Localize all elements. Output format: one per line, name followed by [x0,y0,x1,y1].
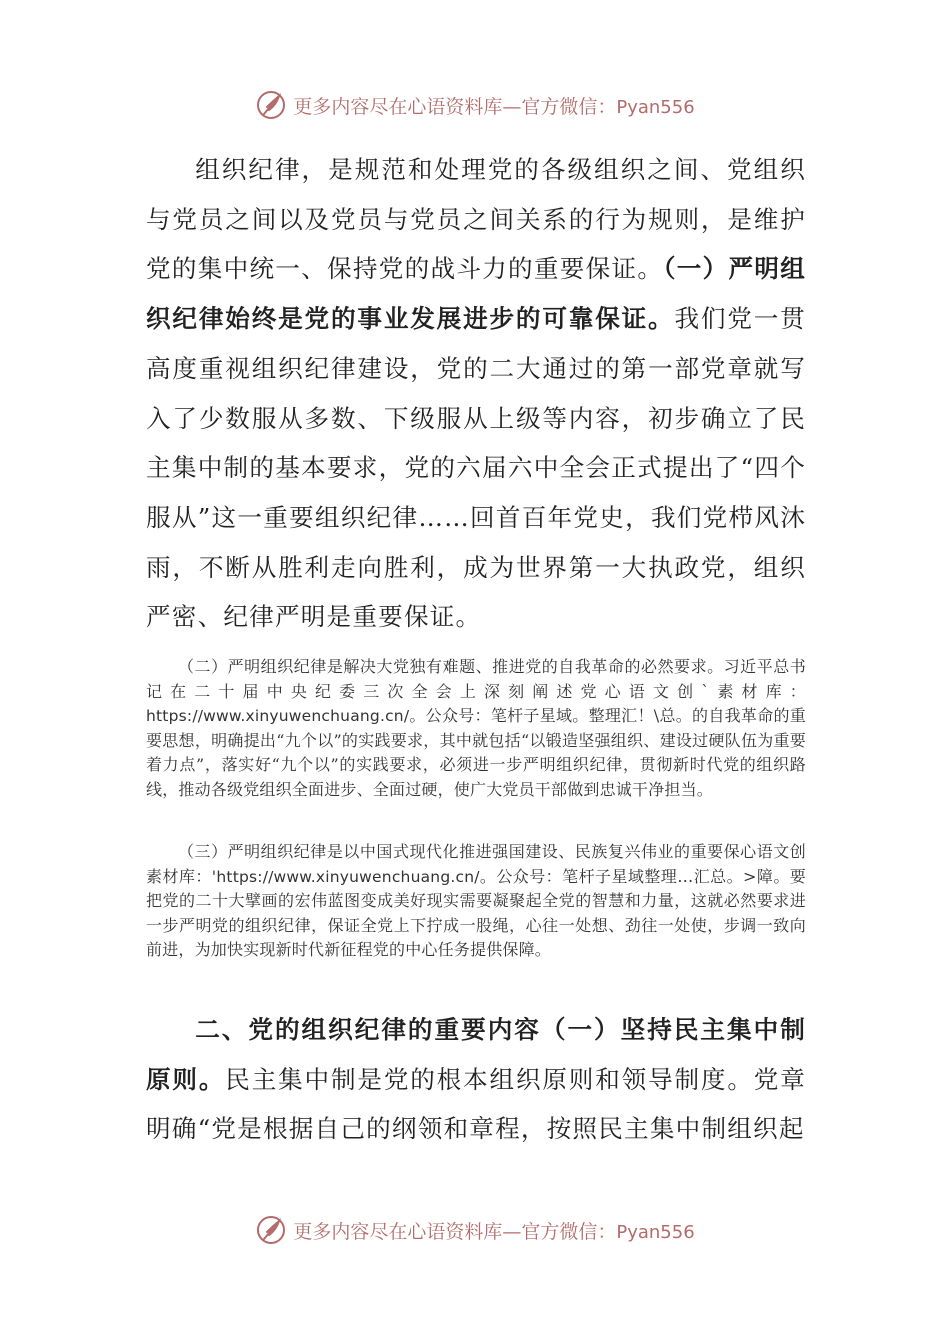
source-url: https://www.xinyuwenchuang.cn/ [216,867,480,886]
feather-pen-logo-icon [255,1214,287,1246]
watermark-banner-bottom [0,1210,950,1250]
watermark-text: 更多内容尽在心语资料库—官方微信：Pyan556 [293,95,695,118]
heading-section-1: （一）严明组织纪律始终是党的事业发展进步的可靠保证。 [146,254,806,334]
paragraph-4: 二、党的组织纪律的重要内容（一）坚持民主集中制原则。民主集中制是党的根本组织原则和领导制度。党章明确“党是根据自己的纲领和章程，按照民主集中制组织起 [146,1015,806,1144]
paragraph-3: （三）严明组织纪律是以中国式现代化推进强国建设、民族复兴伟业的重要保心语文创素材库：'https://www.xinyuwenchuang.cn/。公众号：笔杆子星域整理…汇总。>障。要把党的二十大擘画的宏伟蓝图变成美好现实需要凝聚起全党的智慧和力量，这就必然要求进一步严明党的组织纪律，保证全党上下拧成一股绳，心往一处想、劲往一处使，步调一致向前进，为加快实现新时代新征程党的中心任务提供保障。 [146,842,806,960]
heading-section-2: 二、党的组织纪律的重要内容（一）坚持民主集中制原则。 [146,1015,806,1094]
source-url: https://www.xinyuwenchuang.cn/ [146,707,410,726]
watermark-banner-top [0,85,950,125]
watermark-text: 更多内容尽在心语资料库—官方微信：Pyan556 [293,1220,695,1243]
watermark-id: Pyan556 [616,1221,695,1243]
feather-pen-logo-icon [255,89,287,121]
paragraph-2: （二）严明组织纪律是解决大党独有难题、推进党的自我革命的必然要求。习近平总书记在二十届中央纪委三次全会上深刻阐述党心语文创`素材库：https://www.xinyuwenchuang.cn/。公众号：笔杆子星域。整理汇！\总。的自我革命的重要思想，明确提出“九个以”的实践要求，其中就包括“以锻造坚强组织、建设过硬队伍为重要着力点”，落实好“九个以”的实践要求，必须进一步严明组织纪律，贯彻新时代党的组织路线，推动各级党组织全面进步、全面过硬，使广大党员干部做到忠诚干净担当。 [146,657,806,799]
watermark-id: Pyan556 [616,96,695,118]
paragraph-1: 组织纪律，是规范和处理党的各级组织之间、党组织与党员之间以及党员与党员之间关系的行为规则，是维护党的集中统一、保持党的战斗力的重要保证。（一）严明组织纪律始终是党的事业发展进步的可靠保证。我们党一贯高度重视组织纪律建设，党的二大通过的第一部党章就写入了少数服从多数、下级服从上级等内容，初步确立了民主集中制的基本要求，党的六届六中全会正式提出了“四个服从”这一重要组织纪律……回首百年党史，我们党栉风沐雨，不断从胜利走向胜利，成为世界第一大执政党，组织严密、纪律严明是重要保证。 [146,155,806,632]
